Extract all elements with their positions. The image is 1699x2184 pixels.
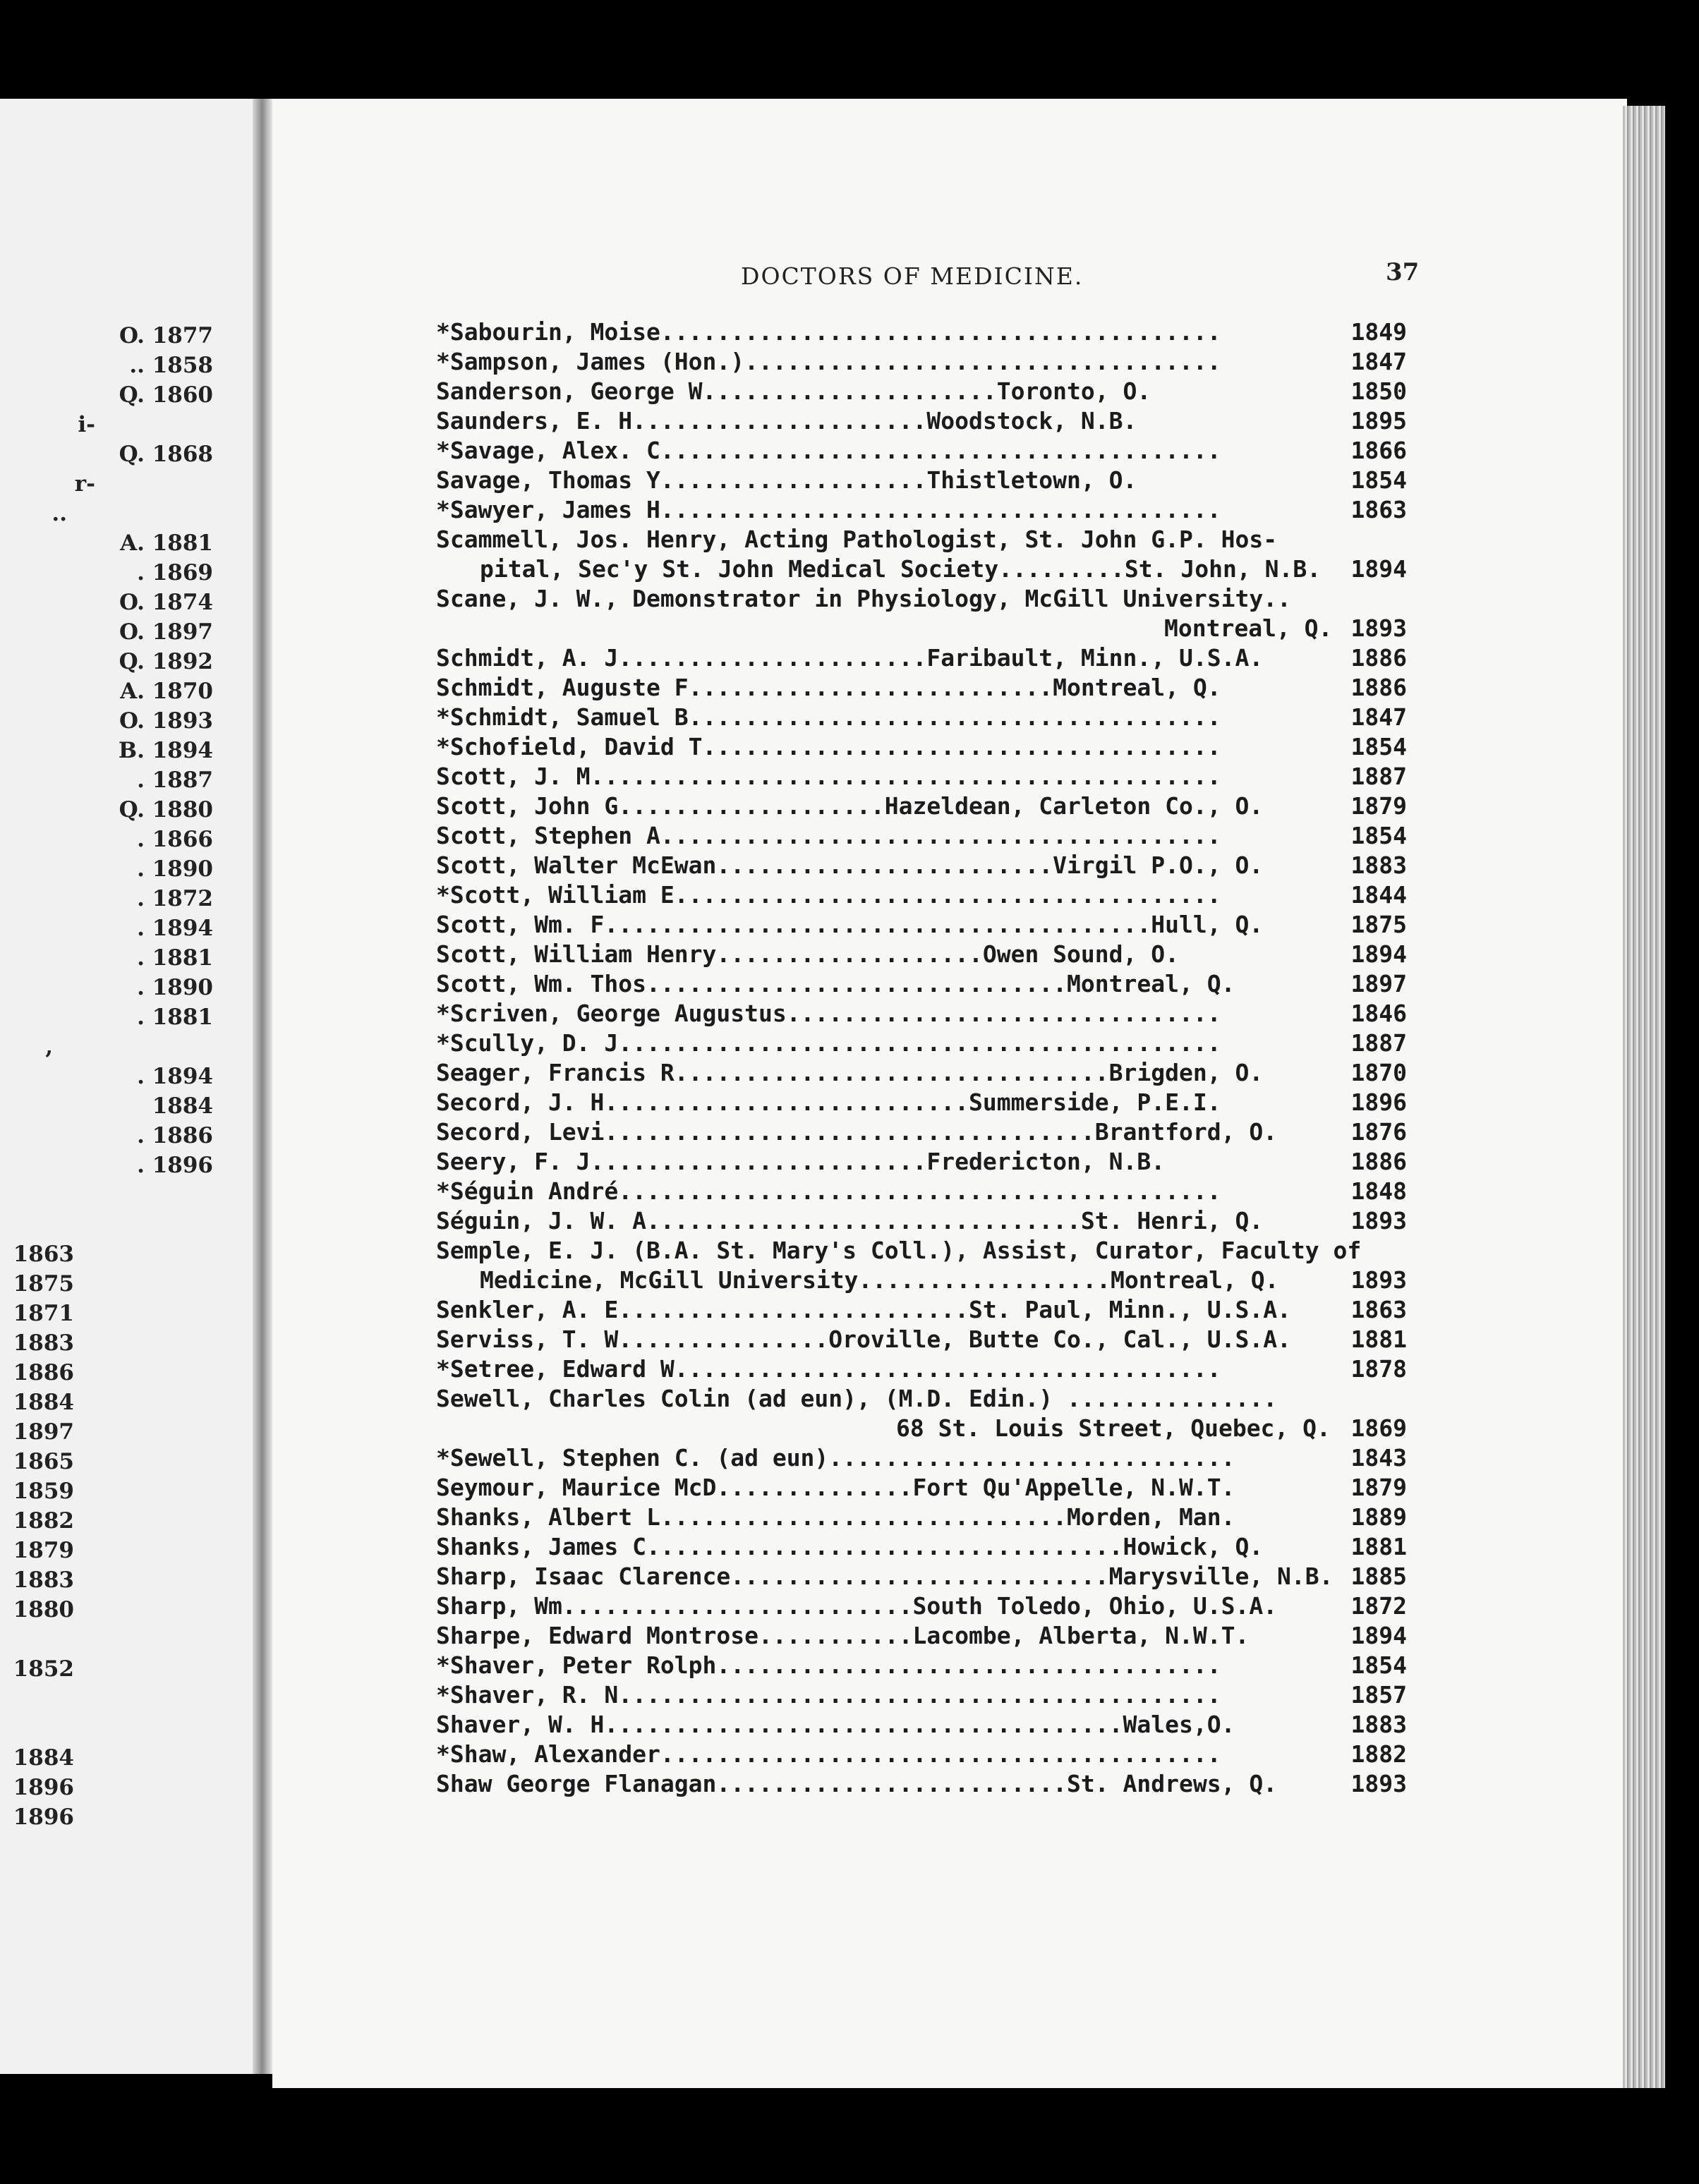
entry-year: 1893 bbox=[1350, 614, 1407, 642]
entry-text: Schmidt, A. J......................Faribault, Minn., U.S.A. bbox=[436, 644, 1264, 672]
entry-year: 1857 bbox=[1350, 1681, 1407, 1709]
facing-page-year: . 1896 bbox=[137, 1153, 213, 1178]
list-item bbox=[436, 584, 1346, 614]
entry-text: *Sabourin, Moise........................................ bbox=[436, 318, 1221, 346]
entry-year: 1863 bbox=[1350, 496, 1407, 523]
entry-text: Shaver, W. H.....................................Wales,O. bbox=[436, 1711, 1235, 1738]
list-item bbox=[436, 1591, 1407, 1621]
facing-page-year: .. 1858 bbox=[129, 353, 213, 378]
entry-year: 1850 bbox=[1350, 377, 1407, 405]
running-head: DOCTORS OF MEDICINE. bbox=[741, 262, 1084, 290]
entry-year: 1894 bbox=[1350, 555, 1407, 583]
list-item bbox=[436, 1354, 1407, 1384]
facing-page-year: . 1881 bbox=[137, 1005, 213, 1030]
facing-page-year: 1884 bbox=[13, 1745, 74, 1771]
entry-year: 1883 bbox=[1350, 851, 1407, 879]
list-item bbox=[436, 1325, 1407, 1354]
list-item bbox=[436, 495, 1407, 525]
entry-text: Serviss, T. W...............Oroville, Butte Co., Cal., U.S.A. bbox=[436, 1325, 1291, 1353]
list-item bbox=[436, 525, 1346, 554]
facing-page-year: 1897 bbox=[13, 1419, 74, 1445]
list-item bbox=[436, 791, 1407, 821]
entry-text: Medicine, McGill University..................Montreal, Q. bbox=[480, 1266, 1279, 1294]
list-item bbox=[436, 910, 1407, 940]
entry-text: *Shaver, Peter Rolph.................................... bbox=[436, 1651, 1221, 1679]
facing-page-year: 1884 bbox=[152, 1093, 213, 1119]
entry-year: 1866 bbox=[1350, 437, 1407, 464]
entry-text: *Sawyer, James H........................................ bbox=[436, 496, 1221, 523]
facing-page-year: . 1881 bbox=[137, 945, 213, 971]
entry-text: Sharp, Wm.........................South Toledo, Ohio, U.S.A. bbox=[436, 1592, 1278, 1620]
entry-text: Senkler, A. E.........................St. Paul, Minn., U.S.A. bbox=[436, 1296, 1291, 1323]
entry-text: *Sewell, Stephen C. (ad eun)............................. bbox=[436, 1444, 1235, 1472]
list-item bbox=[436, 1029, 1407, 1058]
facing-page-year: Q. 1892 bbox=[119, 649, 213, 674]
entry-text: Scott, Wm. Thos..............................Montreal, Q. bbox=[436, 970, 1235, 997]
entry-year: 1881 bbox=[1350, 1325, 1407, 1353]
entry-year: 1876 bbox=[1350, 1118, 1407, 1146]
entry-text: *Shaver, R. N........................................... bbox=[436, 1681, 1221, 1709]
facing-page-year: O. 1874 bbox=[119, 590, 213, 615]
facing-page-year: A. 1881 bbox=[120, 530, 213, 556]
list-item bbox=[436, 347, 1407, 377]
list-item bbox=[436, 1147, 1407, 1177]
facing-page-year: O. 1877 bbox=[119, 323, 213, 348]
facing-page-year: Q. 1868 bbox=[119, 442, 213, 467]
list-item bbox=[436, 377, 1407, 406]
list-item bbox=[436, 821, 1407, 851]
entry-text: 68 St. Louis Street, Quebec, Q. bbox=[896, 1414, 1331, 1442]
list-item bbox=[436, 1295, 1407, 1325]
facing-page-year: 1871 bbox=[13, 1301, 74, 1326]
entry-text: Seery, F. J........................Fredericton, N.B. bbox=[436, 1148, 1166, 1175]
list-item bbox=[436, 762, 1407, 791]
list-item bbox=[436, 1769, 1407, 1799]
list-item bbox=[436, 1740, 1407, 1769]
list-item bbox=[480, 1266, 1407, 1295]
facing-page-year: , bbox=[45, 1034, 53, 1060]
entry-year: 1847 bbox=[1350, 703, 1407, 731]
facing-page-year: 1884 bbox=[13, 1390, 74, 1415]
entry-year: 1897 bbox=[1350, 970, 1407, 997]
list-item bbox=[436, 703, 1407, 732]
facing-page-year: . 1894 bbox=[137, 916, 213, 941]
entry-year: 1854 bbox=[1350, 466, 1407, 494]
entry-year: 1870 bbox=[1350, 1059, 1407, 1086]
facing-page-year: .. bbox=[52, 501, 67, 526]
entry-text: Scane, J. W., Demonstrator in Physiology, McGill University.. bbox=[436, 585, 1291, 612]
facing-page-year: 1879 bbox=[13, 1538, 74, 1563]
facing-page-year: . 1872 bbox=[137, 886, 213, 911]
entry-text: *Shaw, Alexander........................................ bbox=[436, 1740, 1221, 1768]
entry-text: Sanderson, George W.....................Toronto, O. bbox=[436, 377, 1151, 405]
page-edge bbox=[1623, 106, 1665, 2088]
entry-year: 1854 bbox=[1350, 733, 1407, 760]
list-item bbox=[436, 1414, 1407, 1443]
list-item bbox=[436, 317, 1407, 347]
entry-year: 1885 bbox=[1350, 1563, 1407, 1590]
list-item bbox=[436, 1680, 1407, 1710]
entry-text: Shaw George Flanagan.........................St. Andrews, Q. bbox=[436, 1770, 1278, 1797]
facing-page-year: . 1894 bbox=[137, 1064, 213, 1089]
entry-year: 1894 bbox=[1350, 1622, 1407, 1649]
entry-text: Scott, Stephen A........................................ bbox=[436, 822, 1221, 849]
facing-page-year: O. 1897 bbox=[119, 619, 213, 645]
facing-page-year: 1882 bbox=[13, 1508, 74, 1534]
facing-page-year: . 1866 bbox=[137, 827, 213, 852]
entry-text: Savage, Thomas Y...................Thistletown, O. bbox=[436, 466, 1137, 494]
list-item bbox=[436, 1236, 1362, 1266]
list-item bbox=[436, 1710, 1407, 1740]
facing-page-year: Q. 1880 bbox=[119, 797, 213, 823]
entry-year: 1843 bbox=[1350, 1444, 1407, 1472]
entry-text: Scott, John G...................Hazeldean, Carleton Co., O. bbox=[436, 792, 1264, 820]
facing-page-year: 1896 bbox=[13, 1804, 74, 1830]
list-item bbox=[436, 1562, 1407, 1591]
list-item bbox=[436, 940, 1407, 969]
list-item bbox=[436, 1473, 1407, 1503]
facing-page-year: 1865 bbox=[13, 1449, 74, 1474]
entry-text: *Savage, Alex. C........................................ bbox=[436, 437, 1221, 464]
entry-text: Saunders, E. H.....................Woodstock, N.B. bbox=[436, 407, 1137, 435]
entry-text: *Scott, William E....................................... bbox=[436, 881, 1221, 909]
facing-page-year: Q. 1860 bbox=[119, 382, 213, 408]
entry-text: Scott, William Henry...................Owen Sound, O. bbox=[436, 940, 1179, 968]
entry-year: 1847 bbox=[1350, 348, 1407, 375]
entry-year: 1879 bbox=[1350, 1474, 1407, 1501]
facing-page-year: . 1890 bbox=[137, 975, 213, 1000]
entry-text: Scott, J. M............................................. bbox=[436, 763, 1221, 790]
entry-year: 1881 bbox=[1350, 1533, 1407, 1560]
facing-page-year: 1883 bbox=[13, 1330, 74, 1356]
list-item bbox=[436, 1117, 1407, 1147]
entry-year: 1872 bbox=[1350, 1592, 1407, 1620]
entry-text: *Séguin André........................................... bbox=[436, 1177, 1221, 1205]
list-item bbox=[436, 436, 1407, 466]
entry-text: Montreal, Q. bbox=[1164, 614, 1333, 642]
entry-year: 1886 bbox=[1350, 1148, 1407, 1175]
entry-year: 1875 bbox=[1350, 911, 1407, 938]
entry-text: Scott, Walter McEwan........................Virgil P.O., O. bbox=[436, 851, 1264, 879]
facing-page-year: 1883 bbox=[13, 1567, 74, 1593]
entry-year: 1882 bbox=[1350, 1740, 1407, 1768]
facing-page-year: O. 1893 bbox=[119, 708, 213, 734]
facing-page-year: 1896 bbox=[13, 1775, 74, 1800]
entry-year: 1887 bbox=[1350, 763, 1407, 790]
facing-page-year: 1886 bbox=[13, 1360, 74, 1385]
entry-year: 1854 bbox=[1350, 1651, 1407, 1679]
list-item bbox=[436, 673, 1407, 703]
entry-year: 1879 bbox=[1350, 792, 1407, 820]
facing-page-year: 1880 bbox=[13, 1597, 74, 1622]
facing-page-year: i- bbox=[78, 412, 95, 437]
entry-year: 1893 bbox=[1350, 1770, 1407, 1797]
entry-text: Sewell, Charles Colin (ad eun), (M.D. Edin.) ............... bbox=[436, 1385, 1278, 1412]
list-item bbox=[436, 1503, 1407, 1532]
entry-text: Sharp, Isaac Clarence...........................Marysville, N.B. bbox=[436, 1563, 1334, 1590]
entry-year: 1849 bbox=[1350, 318, 1407, 346]
entry-text: *Schmidt, Samuel B...................................... bbox=[436, 703, 1221, 731]
facing-page-year: 1859 bbox=[13, 1479, 74, 1504]
entry-year: 1854 bbox=[1350, 822, 1407, 849]
entry-year: 1886 bbox=[1350, 644, 1407, 672]
list-item bbox=[436, 1532, 1407, 1562]
list-item bbox=[436, 1384, 1346, 1414]
entry-text: Seager, Francis R...............................Brigden, O. bbox=[436, 1059, 1264, 1086]
facing-page-fragment bbox=[0, 99, 254, 2074]
entry-text: *Schofield, David T..................................... bbox=[436, 733, 1221, 760]
facing-page-year: . 1869 bbox=[137, 560, 213, 586]
entry-year: 1886 bbox=[1350, 674, 1407, 701]
entry-text: *Scriven, George Augustus............................... bbox=[436, 1000, 1221, 1027]
entry-year: 1896 bbox=[1350, 1088, 1407, 1116]
entry-text: Séguin, J. W. A...............................St. Henri, Q. bbox=[436, 1207, 1264, 1234]
facing-page-year: . 1886 bbox=[137, 1123, 213, 1148]
entry-year: 1869 bbox=[1350, 1414, 1407, 1442]
list-item bbox=[436, 880, 1407, 910]
list-item bbox=[436, 466, 1407, 495]
entry-text: pital, Sec'y St. John Medical Society.........St. John, N.B. bbox=[480, 555, 1322, 583]
entry-year: 1887 bbox=[1350, 1029, 1407, 1057]
list-item bbox=[436, 406, 1407, 436]
list-item bbox=[436, 1088, 1407, 1117]
list-item bbox=[436, 1177, 1407, 1206]
entry-text: *Scully, D. J........................................... bbox=[436, 1029, 1221, 1057]
list-item bbox=[436, 1621, 1407, 1651]
facing-page-year: . 1887 bbox=[137, 768, 213, 793]
entry-text: Seymour, Maurice McD..............Fort Qu'Appelle, N.W.T. bbox=[436, 1474, 1235, 1501]
list-item bbox=[436, 732, 1407, 762]
entry-text: *Sampson, James (Hon.).................................. bbox=[436, 348, 1221, 375]
entry-text: Scammell, Jos. Henry, Acting Pathologist, St. John G.P. Hos- bbox=[436, 526, 1278, 553]
facing-page-year: 1852 bbox=[13, 1656, 74, 1682]
page-number: 37 bbox=[1386, 258, 1420, 286]
list-item bbox=[480, 554, 1407, 584]
entry-year: 1895 bbox=[1350, 407, 1407, 435]
entry-year: 1848 bbox=[1350, 1177, 1407, 1205]
entry-text: *Setree, Edward W....................................... bbox=[436, 1355, 1221, 1383]
entry-text: Shanks, Albert L.............................Morden, Man. bbox=[436, 1503, 1235, 1531]
entry-text: Schmidt, Auguste F..........................Montreal, Q. bbox=[436, 674, 1221, 701]
facing-page-year: . 1890 bbox=[137, 856, 213, 882]
book-gutter bbox=[253, 99, 274, 2074]
list-item bbox=[436, 1443, 1407, 1473]
entry-year: 1893 bbox=[1350, 1207, 1407, 1234]
facing-page-year: 1875 bbox=[13, 1271, 74, 1297]
entry-year: 1889 bbox=[1350, 1503, 1407, 1531]
entry-year: 1893 bbox=[1350, 1266, 1407, 1294]
entry-year: 1844 bbox=[1350, 881, 1407, 909]
facing-page-year: 1863 bbox=[13, 1242, 74, 1267]
list-item bbox=[436, 1206, 1407, 1236]
list-item bbox=[436, 969, 1407, 999]
entry-text: Shanks, James C..................................Howick, Q. bbox=[436, 1533, 1264, 1560]
facing-page-year: r- bbox=[74, 471, 95, 497]
entry-text: Secord, Levi...................................Brantford, O. bbox=[436, 1118, 1278, 1146]
facing-page-year: A. 1870 bbox=[120, 679, 213, 704]
entry-year: 1846 bbox=[1350, 1000, 1407, 1027]
entry-text: Scott, Wm. F.......................................Hull, Q. bbox=[436, 911, 1264, 938]
list-item bbox=[436, 1058, 1407, 1088]
entry-year: 1878 bbox=[1350, 1355, 1407, 1383]
entry-year: 1883 bbox=[1350, 1711, 1407, 1738]
list-item bbox=[436, 643, 1407, 673]
entry-year: 1863 bbox=[1350, 1296, 1407, 1323]
list-item bbox=[436, 999, 1407, 1029]
entry-text: Semple, E. J. (B.A. St. Mary's Coll.), Assist, Curator, Faculty of bbox=[436, 1237, 1362, 1264]
facing-page-year: B. 1894 bbox=[118, 738, 213, 763]
entry-year: 1894 bbox=[1350, 940, 1407, 968]
entry-text: Secord, J. H..........................Summerside, P.E.I. bbox=[436, 1088, 1221, 1116]
entry-text: Sharpe, Edward Montrose...........Lacombe, Alberta, N.W.T. bbox=[436, 1622, 1250, 1649]
list-item bbox=[436, 851, 1407, 880]
list-item bbox=[436, 1651, 1407, 1680]
list-item bbox=[896, 614, 1699, 643]
